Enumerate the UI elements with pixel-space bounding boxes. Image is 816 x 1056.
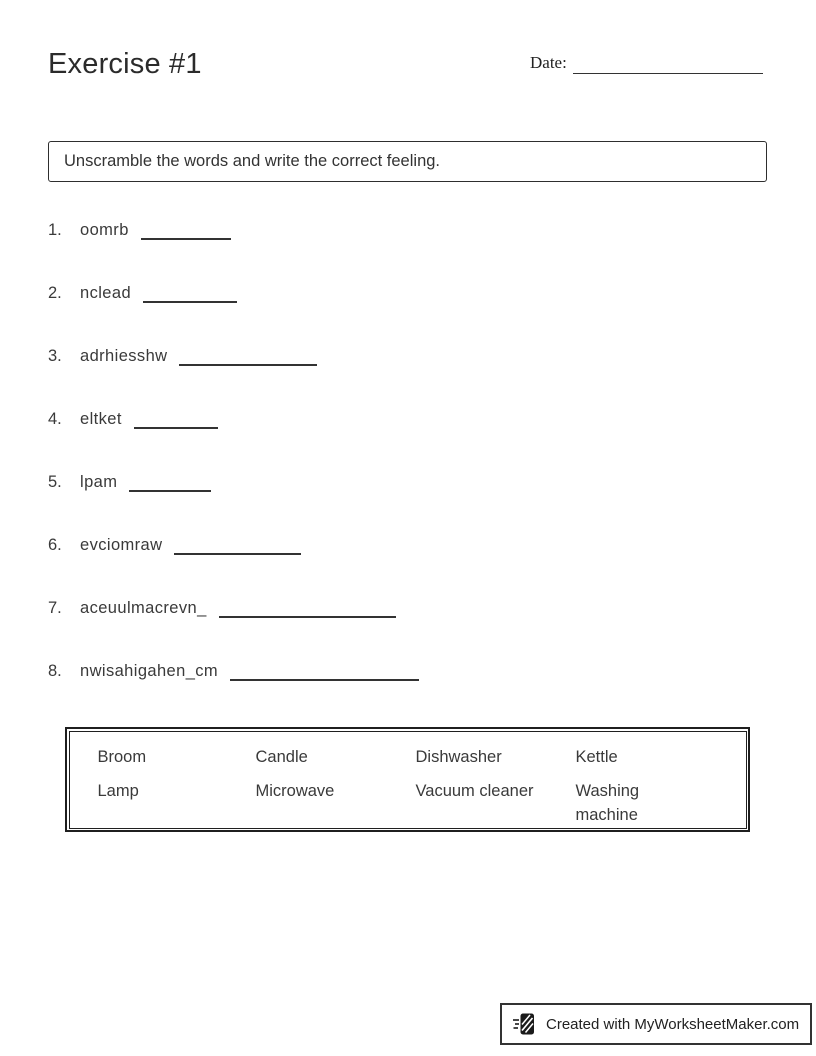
word-bank-grid: [69, 731, 747, 829]
scrambled-word: evciomraw: [80, 536, 163, 554]
word-bank-word: Vacuum cleaner: [415, 781, 534, 800]
date-blank-line[interactable]: [573, 59, 763, 74]
answer-blank[interactable]: [134, 413, 218, 429]
list-item: [48, 473, 419, 498]
word-bank-word: Dishwasher: [415, 747, 502, 766]
item-number: 7.: [48, 599, 62, 617]
instruction-text: Unscramble the words and write the correct feeling.: [64, 152, 441, 170]
word-bank-word: Kettle: [575, 747, 618, 766]
scrambled-word: eltket: [80, 410, 122, 428]
word-bank-word: Candle: [255, 747, 308, 766]
item-number: 5.: [48, 473, 62, 491]
myworksheetmaker-logo-icon: [512, 1010, 538, 1038]
scrambled-word: nwisahigahen_cm: [80, 662, 219, 680]
footer-credit-text: Created with MyWorksheetMaker.com: [546, 1015, 800, 1033]
answer-blank[interactable]: [174, 539, 301, 555]
answer-blank[interactable]: [143, 287, 237, 303]
item-number: 4.: [48, 410, 62, 428]
word-bank-word: Lamp: [97, 781, 139, 800]
list-item: [48, 599, 419, 624]
answer-blank[interactable]: [179, 350, 317, 366]
answer-blank[interactable]: [129, 476, 211, 492]
item-number: 2.: [48, 284, 62, 302]
page-title: Exercise #1: [48, 48, 202, 80]
list-item: [48, 347, 419, 372]
word-bank-word: Broom: [97, 747, 147, 766]
instruction-box: [48, 141, 767, 182]
item-number: 3.: [48, 347, 62, 365]
scrambled-word: nclead: [80, 284, 132, 302]
answer-blank[interactable]: [230, 665, 419, 681]
scrambled-word: aceuulmacrevn_: [80, 599, 207, 617]
date-field: [530, 53, 763, 74]
scrambled-word: lpam: [80, 473, 118, 491]
word-bank-word: Washing machine: [575, 781, 640, 824]
list-item: [48, 410, 419, 435]
item-number: 1.: [48, 221, 62, 239]
list-item: [48, 221, 419, 246]
list-item: [48, 536, 419, 561]
footer-credit-link[interactable]: [500, 1003, 812, 1045]
question-list: [48, 221, 419, 725]
list-item: [48, 662, 419, 687]
scrambled-word: oomrb: [80, 221, 129, 239]
date-label: Date:: [530, 53, 567, 72]
item-number: 8.: [48, 662, 62, 680]
answer-blank[interactable]: [219, 602, 396, 618]
answer-blank[interactable]: [141, 224, 231, 240]
list-item: [48, 284, 419, 309]
scrambled-word: adrhiesshw: [80, 347, 168, 365]
item-number: 6.: [48, 536, 62, 554]
word-bank-word: Microwave: [255, 781, 335, 800]
word-bank-box: [65, 727, 750, 832]
